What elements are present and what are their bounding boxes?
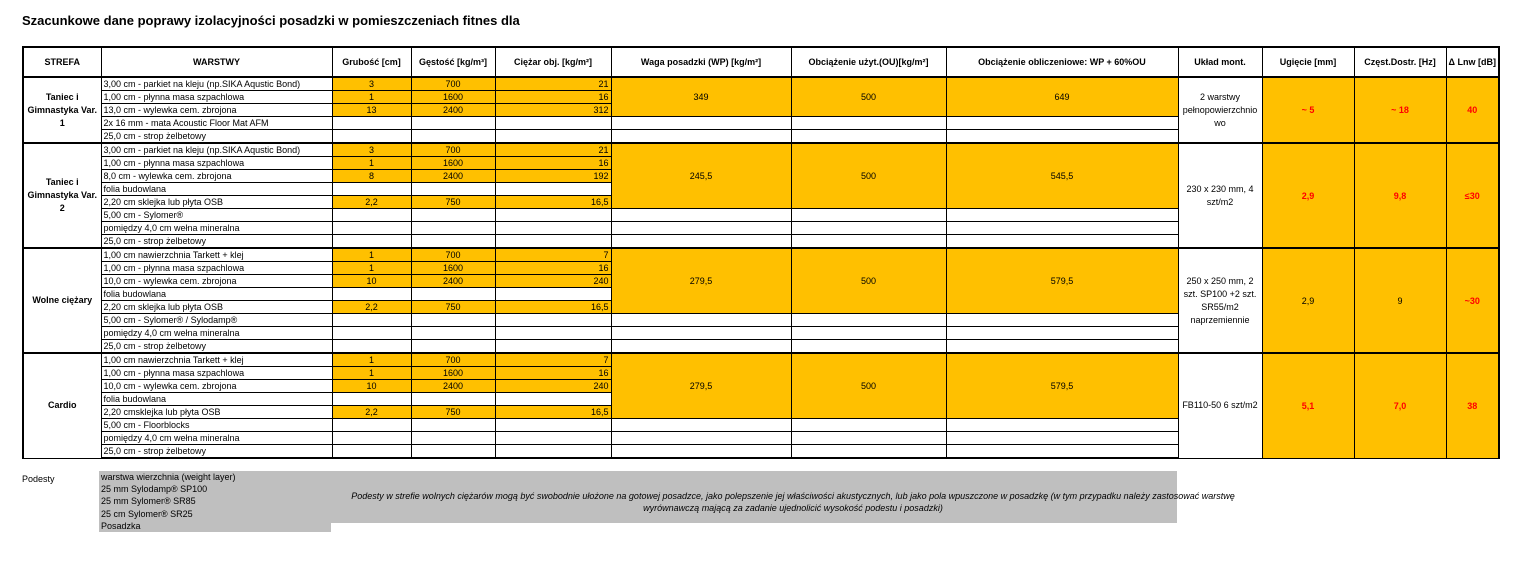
empty-cell (611, 130, 791, 144)
ugiecie-cell: ~ 5 (1262, 77, 1354, 143)
weight-cell: 21 (495, 143, 611, 157)
layer-cell: 10,0 cm - wylewka cem. zbrojona (101, 275, 332, 288)
layer-cell: 2x 16 mm - mata Acoustic Floor Mat AFM (101, 117, 332, 130)
lnw-cell: ≤30 (1446, 143, 1499, 248)
weight-cell: 240 (495, 275, 611, 288)
layer-cell: 1,00 cm - płynna masa szpachlowa (101, 367, 332, 380)
thickness-cell: 2,2 (332, 406, 411, 419)
thickness-cell: 3 (332, 77, 411, 91)
layer-cell: 2,20 cmsklejka lub płyta OSB (101, 406, 332, 419)
header-cell: Częst.Dostr. [Hz] (1354, 47, 1446, 77)
thickness-cell (332, 327, 411, 340)
zone-cell: Taniec i Gimnastyka Var. 2 (23, 143, 101, 248)
wp-cell: 349 (611, 77, 791, 117)
header-row (23, 47, 1499, 77)
thickness-cell: 8 (332, 170, 411, 183)
density-cell: 750 (411, 406, 495, 419)
empty-cell (946, 235, 1178, 249)
empty-cell (791, 340, 946, 354)
empty-cell (946, 445, 1178, 459)
empty-cell (791, 432, 946, 445)
czest-cell: 9 (1354, 248, 1446, 353)
density-cell: 1600 (411, 262, 495, 275)
weight-cell: 16,5 (495, 301, 611, 314)
density-cell: 700 (411, 143, 495, 157)
empty-cell (946, 209, 1178, 222)
ugiecie-cell: 2,9 (1262, 248, 1354, 353)
empty-cell (946, 419, 1178, 432)
weight-cell (495, 327, 611, 340)
layer-cell: pomiędzy 4,0 cm wełna mineralna (101, 327, 332, 340)
density-cell (411, 288, 495, 301)
empty-cell (611, 314, 791, 327)
layer-cell: 3,00 cm - parkiet na kleju (np.SIKA Aqustic Bond) (101, 143, 332, 157)
obl-cell: 579,5 (946, 248, 1178, 314)
thickness-cell: 2,2 (332, 196, 411, 209)
weight-cell (495, 235, 611, 249)
layer-cell: 2,20 cm sklejka lub płyta OSB (101, 196, 332, 209)
density-cell (411, 432, 495, 445)
thickness-cell: 10 (332, 275, 411, 288)
density-cell: 750 (411, 196, 495, 209)
lnw-cell: ~30 (1446, 248, 1499, 353)
density-cell: 700 (411, 353, 495, 367)
thickness-cell: 1 (332, 91, 411, 104)
empty-cell (611, 209, 791, 222)
density-cell: 700 (411, 77, 495, 91)
layer-cell: 1,00 cm - płynna masa szpachlowa (101, 157, 332, 170)
layer-cell: 1,00 cm nawierzchnia Tarkett + klej (101, 353, 332, 367)
layer-cell: 1,00 cm - płynna masa szpachlowa (101, 262, 332, 275)
thickness-cell: 2,2 (332, 301, 411, 314)
podesty-item: 25 cm Sylomer® SR25 (101, 508, 193, 519)
thickness-cell (332, 288, 411, 301)
czest-cell: ~ 18 (1354, 77, 1446, 143)
weight-cell: 7 (495, 248, 611, 262)
thickness-cell (332, 183, 411, 196)
empty-cell (791, 117, 946, 130)
layer-cell: 2,20 cm sklejka lub płyta OSB (101, 301, 332, 314)
thickness-cell (332, 314, 411, 327)
weight-cell (495, 209, 611, 222)
wp-cell: 245,5 (611, 143, 791, 209)
layer-cell: 13,0 cm - wylewka cem. zbrojona (101, 104, 332, 117)
ou-cell: 500 (791, 143, 946, 209)
layer-cell: 8,0 cm - wylewka cem. zbrojona (101, 170, 332, 183)
header-cell: Ciężar obj. [kg/m²] (495, 47, 611, 77)
density-cell: 700 (411, 248, 495, 262)
empty-cell (791, 314, 946, 327)
layer-cell: 1,00 cm - płynna masa szpachlowa (101, 91, 332, 104)
density-cell (411, 117, 495, 130)
weight-cell (495, 419, 611, 432)
header-cell: Układ mont. (1178, 47, 1262, 77)
layer-cell: 1,00 cm nawierzchnia Tarkett + klej (101, 248, 332, 262)
ou-cell: 500 (791, 248, 946, 314)
ugiecie-cell: 5,1 (1262, 353, 1354, 458)
thickness-cell: 13 (332, 104, 411, 117)
thickness-cell (332, 340, 411, 354)
layer-cell: 25,0 cm - strop żelbetowy (101, 130, 332, 144)
weight-cell (495, 183, 611, 196)
uklad-cell: 250 x 250 mm, 2 szt. SP100 +2 szt. SR55/m2 naprzemiennie (1178, 248, 1262, 353)
lnw-cell: 40 (1446, 77, 1499, 143)
empty-cell (611, 222, 791, 235)
table-row (23, 248, 1499, 262)
weight-cell: 21 (495, 77, 611, 91)
podesty-note: Podesty w strefie wolnych ciężarów mogą być swobodnie ułożone na gotowej posadzce, jako polepszenie jej właściwości akustycznych, lub jako pola wpuszczone w posadzkę (w tym przypadku należy zastosować warstwę wyrównawczą mającą za zadanie ujednolicić wysokość podestu i posadzki) (351, 491, 1235, 513)
podesty-item: 25 mm Sylodamp® SP100 (101, 484, 208, 495)
ou-cell: 500 (791, 353, 946, 419)
empty-cell (611, 235, 791, 249)
header-cell: STREFA (23, 47, 101, 77)
header-cell: Grubość [cm] (332, 47, 411, 77)
empty-cell (611, 445, 791, 459)
weight-cell: 240 (495, 380, 611, 393)
layer-cell: 5,00 cm - Sylomer® / Sylodamp® (101, 314, 332, 327)
density-cell (411, 445, 495, 459)
ugiecie-cell: 2,9 (1262, 143, 1354, 248)
empty-cell (791, 419, 946, 432)
empty-cell (791, 327, 946, 340)
czest-cell: 9,8 (1354, 143, 1446, 248)
density-cell (411, 340, 495, 354)
empty-cell (791, 222, 946, 235)
weight-cell: 16 (495, 367, 611, 380)
empty-cell (611, 340, 791, 354)
weight-cell: 7 (495, 353, 611, 367)
density-cell (411, 327, 495, 340)
layer-cell: 25,0 cm - strop żelbetowy (101, 340, 332, 354)
weight-cell (495, 432, 611, 445)
empty-cell (611, 432, 791, 445)
podesty-item: Posadzka (101, 520, 141, 531)
empty-cell (791, 130, 946, 144)
uklad-cell: FB110-50 6 szt/m2 (1178, 353, 1262, 458)
thickness-cell (332, 432, 411, 445)
zone-cell: Taniec i Gimnastyka Var. 1 (23, 77, 101, 143)
header-cell: Gęstość [kg/m³] (411, 47, 495, 77)
weight-cell: 192 (495, 170, 611, 183)
density-cell: 1600 (411, 367, 495, 380)
density-cell (411, 183, 495, 196)
header-cell: Ugięcie [mm] (1262, 47, 1354, 77)
weight-cell (495, 130, 611, 144)
thickness-cell (332, 445, 411, 459)
table-row (23, 77, 1499, 91)
insulation-table (22, 46, 1500, 459)
layer-cell: pomiędzy 4,0 cm wełna mineralna (101, 432, 332, 445)
empty-cell (791, 445, 946, 459)
weight-cell: 16 (495, 262, 611, 275)
empty-cell (946, 432, 1178, 445)
thickness-cell (332, 117, 411, 130)
layer-cell: 3,00 cm - parkiet na kleju (np.SIKA Aqustic Bond) (101, 77, 332, 91)
sheet-title: Szacunkowe dane poprawy izolacyjności posadzki w pomieszczeniach fitnes dla (22, 13, 520, 28)
empty-cell (791, 209, 946, 222)
ou-cell: 500 (791, 77, 946, 117)
density-cell (411, 222, 495, 235)
weight-cell: 16 (495, 91, 611, 104)
empty-cell (946, 222, 1178, 235)
layer-cell: 5,00 cm - Floorblocks (101, 419, 332, 432)
thickness-cell (332, 209, 411, 222)
weight-cell (495, 393, 611, 406)
layer-cell: folia budowlana (101, 183, 332, 196)
density-cell (411, 209, 495, 222)
uklad-cell: 230 x 230 mm, 4 szt/m2 (1178, 143, 1262, 248)
density-cell (411, 130, 495, 144)
thickness-cell: 10 (332, 380, 411, 393)
podesty-label: Podesty (22, 474, 55, 484)
lnw-cell: 38 (1446, 353, 1499, 458)
podesty-item: warstwa wierzchnia (weight layer) (101, 472, 236, 482)
empty-cell (611, 327, 791, 340)
weight-cell: 16 (495, 157, 611, 170)
empty-cell (946, 340, 1178, 354)
weight-cell (495, 340, 611, 354)
weight-cell (495, 117, 611, 130)
weight-cell (495, 445, 611, 459)
thickness-cell: 3 (332, 143, 411, 157)
header-cell: Δ Lnw [dB] (1446, 47, 1499, 77)
weight-cell (495, 222, 611, 235)
density-cell: 2400 (411, 104, 495, 117)
empty-cell (946, 327, 1178, 340)
uklad-cell: 2 warstwy pełnopowierzchnio wo (1178, 77, 1262, 143)
layer-cell: 5,00 cm - Sylomer® (101, 209, 332, 222)
table-row (23, 143, 1499, 157)
density-cell: 1600 (411, 91, 495, 104)
weight-cell: 312 (495, 104, 611, 117)
empty-cell (611, 117, 791, 130)
empty-cell (946, 314, 1178, 327)
layer-cell: 10,0 cm - wylewka cem. zbrojona (101, 380, 332, 393)
thickness-cell (332, 419, 411, 432)
weight-cell: 16,5 (495, 196, 611, 209)
empty-cell (611, 419, 791, 432)
density-cell: 1600 (411, 157, 495, 170)
header-cell: Waga posadzki (WP) [kg/m²] (611, 47, 791, 77)
header-cell: Obciążenie użyt.(OU)[kg/m²] (791, 47, 946, 77)
header-cell: WARSTWY (101, 47, 332, 77)
density-cell (411, 393, 495, 406)
density-cell: 750 (411, 301, 495, 314)
thickness-cell (332, 130, 411, 144)
layer-cell: pomiędzy 4,0 cm wełna mineralna (101, 222, 332, 235)
podesty-item: 25 mm Sylomer® SR85 (101, 496, 196, 507)
thickness-cell (332, 235, 411, 249)
thickness-cell: 1 (332, 248, 411, 262)
wp-cell: 279,5 (611, 248, 791, 314)
layer-cell: folia budowlana (101, 393, 332, 406)
thickness-cell: 1 (332, 367, 411, 380)
density-cell (411, 419, 495, 432)
layer-cell: 25,0 cm - strop żelbetowy (101, 445, 332, 459)
czest-cell: 7,0 (1354, 353, 1446, 458)
thickness-cell (332, 222, 411, 235)
thickness-cell: 1 (332, 157, 411, 170)
podesty-list (99, 471, 331, 532)
density-cell (411, 314, 495, 327)
weight-cell: 16,5 (495, 406, 611, 419)
thickness-cell (332, 393, 411, 406)
obl-cell: 545,5 (946, 143, 1178, 209)
density-cell: 2400 (411, 275, 495, 288)
empty-cell (791, 235, 946, 249)
density-cell: 2400 (411, 170, 495, 183)
zone-cell: Cardio (23, 353, 101, 458)
layer-cell: 25,0 cm - strop żelbetowy (101, 235, 332, 249)
obl-cell: 649 (946, 77, 1178, 117)
obl-cell: 579,5 (946, 353, 1178, 419)
density-cell: 2400 (411, 380, 495, 393)
table-body (23, 77, 1499, 458)
weight-cell (495, 288, 611, 301)
thickness-cell: 1 (332, 262, 411, 275)
empty-cell (946, 117, 1178, 130)
table-row (23, 353, 1499, 367)
weight-cell (495, 314, 611, 327)
density-cell (411, 235, 495, 249)
header-cell: Obciążenie obliczeniowe: WP + 60%OU (946, 47, 1178, 77)
zone-cell: Wolne ciężary (23, 248, 101, 353)
layer-cell: folia budowlana (101, 288, 332, 301)
thickness-cell: 1 (332, 353, 411, 367)
empty-cell (946, 130, 1178, 144)
wp-cell: 279,5 (611, 353, 791, 419)
